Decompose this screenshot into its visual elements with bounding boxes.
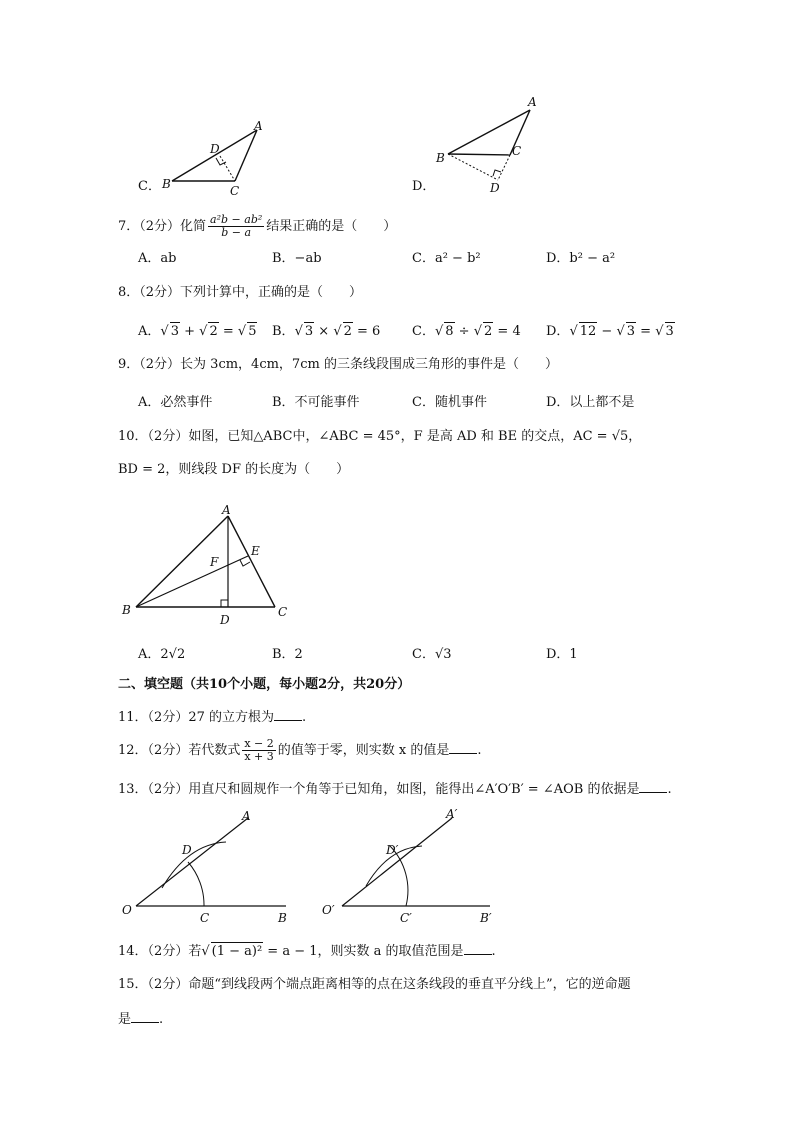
q9-option-c[interactable]: C．随机事件	[412, 395, 487, 410]
q14-answer-blank[interactable]	[464, 942, 492, 955]
fig13a-label-d: D	[182, 843, 192, 857]
question-11: 11．（2分）27 的立方根为 .	[118, 710, 307, 725]
question-13: 13．（2分）用直尺和圆规作一个角等于已知角，如图，能得出∠A′O′B′ = ∠AOB 的依据是 .	[118, 782, 672, 797]
fig13b-label-d: D′	[386, 843, 399, 857]
q10-option-a[interactable]: A．2√2	[138, 647, 186, 662]
fig6d-label-d: D	[490, 181, 500, 195]
q10-option-c[interactable]: C．√3	[412, 647, 452, 662]
q8-option-b[interactable]: B．√ 3 × √ 2 = 6	[272, 324, 381, 339]
fig10-label-e: E	[251, 544, 260, 558]
fig13a-label-a: A	[242, 809, 251, 823]
q10-option-b[interactable]: B．2	[272, 647, 303, 662]
q9-option-b[interactable]: B．不可能事件	[272, 395, 360, 410]
fig13a-label-b: B	[278, 911, 287, 925]
q8-option-d[interactable]: D．√ 12 − √ 3 = √ 3	[546, 324, 674, 339]
fig6c-label-d: D	[210, 142, 220, 156]
q8-option-a[interactable]: A．√ 3 + √ 2 = √ 5	[138, 324, 257, 339]
q7-option-c[interactable]: C．a² − b²	[412, 251, 481, 266]
q10-stem-line2: BD = 2，则线段 DF 的长度为（ ）	[118, 462, 350, 477]
q7-number: 7．（2分）化简	[118, 219, 207, 234]
fig13b-label-a: A′	[446, 807, 458, 821]
q7-fraction-denominator: b − a	[221, 226, 252, 239]
q7-option-b[interactable]: B．−ab	[272, 251, 322, 266]
fig10-label-c: C	[278, 605, 288, 619]
q15-answer-blank[interactable]	[131, 1010, 159, 1023]
fig10-label-d: D	[220, 613, 230, 627]
q6-option-d-label[interactable]: D．	[412, 179, 436, 194]
fig13a-label-c: C	[200, 911, 210, 925]
q9-option-a[interactable]: A．必然事件	[138, 395, 213, 410]
question-14: 14．（2分）若√ (1 − a)² = a − 1，则实数 a 的取值范围是 .	[118, 944, 496, 959]
question-12: 12．（2分）若代数式 $\frac{x - 2}{x + 3}$ 的值等于零，则实数 x 的值是 .	[118, 737, 482, 763]
q7-tail: 结果正确的是（ ）	[266, 219, 397, 234]
fig6c-label-b: B	[162, 177, 171, 191]
fig6d-label-a: A	[528, 95, 537, 109]
q15-line2: 是 .	[118, 1012, 164, 1027]
q12-fraction: $\frac{x - 2}{x + 3}$	[244, 737, 274, 763]
q8-option-c[interactable]: C．√ 8 ÷ √ 2 = 4	[412, 324, 521, 339]
q9-stem: 9．（2分）长为 3cm，4cm，7cm 的三条线段围成三角形的事件是（ ）	[118, 357, 558, 372]
fig13a-label-o: O	[122, 903, 132, 917]
q15-line1: 15．（2分）命题“到线段两个端点距离相等的点在这条线段的垂直平分线上”，它的逆命题	[118, 977, 631, 992]
q12-answer-blank[interactable]	[449, 741, 477, 754]
q10-triangle-figure	[118, 500, 298, 632]
fig10-label-a: A	[222, 503, 231, 517]
fig10-label-b: B	[122, 603, 131, 617]
fig13b-label-o: O′	[322, 903, 335, 917]
fig13b-label-c: C′	[400, 911, 412, 925]
q10-option-d[interactable]: D．1	[546, 647, 578, 662]
question-7	[118, 212, 396, 242]
q7-option-a[interactable]: A．ab	[138, 251, 177, 266]
fig6c-label-c: C	[230, 184, 240, 198]
q13-figure-original-angle	[118, 806, 298, 928]
q6-figure-c	[160, 118, 270, 198]
q11-answer-blank[interactable]	[274, 708, 302, 721]
q13-answer-blank[interactable]	[639, 780, 667, 793]
q9-option-d[interactable]: D．以上都不是	[546, 395, 635, 410]
fig13b-label-b: B′	[480, 911, 492, 925]
fig10-label-f: F	[210, 555, 219, 569]
q7-option-d[interactable]: D．b² − a²	[546, 251, 616, 266]
q7-fraction	[208, 214, 264, 239]
q13-figure-copied-angle	[318, 806, 508, 928]
fig6c-label-a: A	[254, 119, 263, 133]
q6-option-c-label[interactable]: C．	[138, 179, 161, 194]
q7-fraction-numerator: a²b − ab²	[210, 213, 263, 226]
q8-stem: 8．（2分）下列计算中，正确的是（ ）	[118, 285, 363, 300]
fig6d-label-c: C	[512, 144, 522, 158]
q6-figure-d	[432, 92, 552, 200]
section-heading-fill-blank: 二、填空题（共10个小题，每小题2分，共20分）	[118, 677, 411, 692]
q10-stem-line1: 10．（2分）如图，已知△ABC中，∠ABC = 45°，F 是高 AD 和 BE 的交点，AC = √5，	[118, 429, 642, 444]
fig6d-label-b: B	[436, 151, 445, 165]
